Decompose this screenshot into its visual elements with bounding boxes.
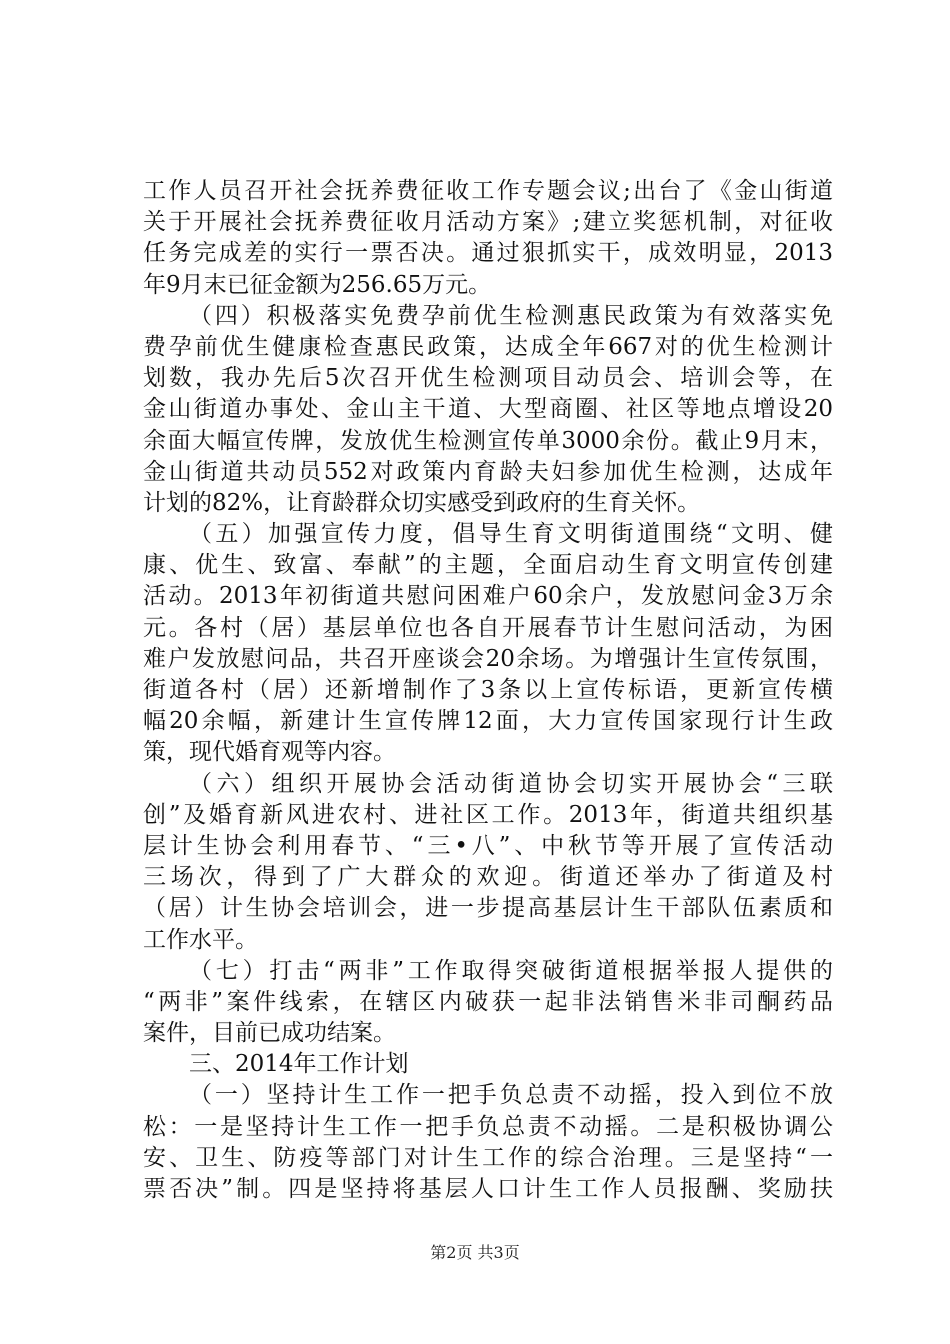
text-line: 策，现代婚育观等内容。 [143, 739, 396, 766]
text-line: 关于开展社会抚养费征收月活动方案》;建立奖惩机制，对征收 [143, 209, 833, 236]
text-line: 元。各村（居）基层单位也各自开展春节计生慰问活动，为困 [143, 614, 833, 641]
text-line: （一）坚持计生工作一把手负总责不动摇，投入到位不放 [189, 1082, 833, 1109]
text-line: （七）打击“两非”工作取得突破街道根据举报人提供的 [189, 957, 833, 984]
paragraph [143, 1080, 833, 1205]
page-number: 第2页 共3页 [430, 1243, 520, 1262]
text-line: （六）组织开展协会活动街道协会切实开展协会“三联 [189, 770, 833, 797]
text-line: 计划的82%，让育龄群众切实感受到政府的生育关怀。 [143, 489, 701, 516]
paragraph [143, 176, 833, 301]
text-line: （四）积极落实免费孕前优生检测惠民政策为有效落实免 [189, 302, 833, 329]
page-footer [0, 1240, 950, 1263]
text-line: 金山街道办事处、金山主干道、大型商圈、社区等地点增设20 [143, 396, 833, 423]
text-line: 年9月末已征金额为256.65万元。 [143, 271, 492, 298]
text-line: 幅20余幅，新建计生宣传牌12面，大力宣传国家现行计生政 [143, 708, 833, 735]
text-line: （五）加强宣传力度，倡导生育文明街道围绕“文明、健 [189, 521, 833, 548]
text-line: 康、优生、致富、奉献”的主题，全面启动生育文明宣传创建 [143, 552, 833, 579]
paragraph [143, 956, 833, 1050]
text-line: 费孕前优生健康检查惠民政策，达成全年667对的优生检测计 [143, 333, 833, 360]
text-line: 难户发放慰问品，共召开座谈会20余场。为增强计生宣传氛围， [143, 645, 833, 672]
text-line: 任务完成差的实行一票否决。通过狠抓实干，成效明显，2013 [143, 240, 833, 267]
text-line: （居）计生协会培训会，进一步提高基层计生干部队伍素质和 [143, 895, 833, 922]
text-line: 划数，我办先后5次召开优生检测项目动员会、培训会等，在 [143, 365, 833, 392]
text-line: 工作水平。 [143, 926, 258, 953]
text-line: 案件，目前已成功结案。 [143, 1020, 396, 1047]
text-line: 票否决”制。四是坚持将基层人口计生工作人员报酬、奖励扶 [143, 1176, 833, 1202]
paragraph [143, 519, 833, 769]
text-line: 金山街道共动员552对政策内育龄夫妇参加优生检测，达成年 [143, 458, 833, 485]
text-line: 层计生协会利用春节、“三•八”、中秋节等开展了宣传活动 [143, 832, 833, 859]
section-heading [143, 1049, 833, 1080]
text-line: 三、2014年工作计划 [189, 1051, 409, 1078]
text-line: 工作人员召开社会抚养费征收工作专题会议;出台了《金山街道 [143, 178, 833, 204]
text-line: 活动。2013年初街道共慰问困难户60余户，发放慰问金3万余 [143, 583, 833, 610]
paragraph [143, 301, 833, 519]
text-line: 街道各村（居）还新增制作了3条以上宣传标语，更新宣传横 [143, 677, 833, 703]
document-body [143, 176, 833, 1205]
paragraph [143, 769, 833, 956]
text-line: 松：一是坚持计生工作一把手负总责不动摇。二是积极协调公 [143, 1113, 833, 1140]
text-line: “两非”案件线索，在辖区内破获一起非法销售米非司酮药品 [143, 988, 833, 1015]
text-line: 三场次，得到了广大群众的欢迎。街道还举办了街道及村 [143, 864, 833, 891]
text-line: 安、卫生、防疫等部门对计生工作的综合治理。三是坚持“一 [143, 1144, 833, 1171]
text-line: 创”及婚育新风进农村、进社区工作。2013年，街道共组织基 [143, 801, 833, 828]
text-line: 余面大幅宣传牌，发放优生检测宣传单3000余份。截止9月末， [143, 427, 833, 454]
